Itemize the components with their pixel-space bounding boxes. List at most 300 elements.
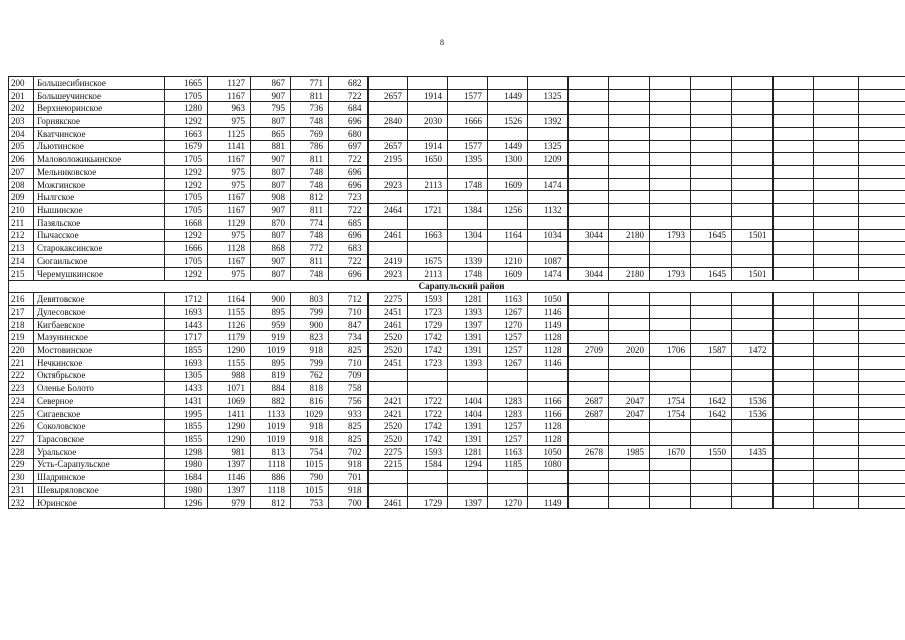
row-number: 215 <box>9 267 34 280</box>
row-number: 220 <box>9 344 34 357</box>
value-cell: 769 <box>291 127 329 140</box>
value-cell: 795 <box>251 102 291 115</box>
value-cell: 1080 <box>528 458 568 471</box>
empty-cell <box>773 115 814 128</box>
value-cell: 2451 <box>368 356 408 369</box>
value-cell: 981 <box>208 445 251 458</box>
value-cell: 3044 <box>568 267 609 280</box>
value-cell: 696 <box>329 178 368 191</box>
value-cell: 975 <box>208 267 251 280</box>
value-cell: 907 <box>251 89 291 102</box>
value-cell: 1980 <box>165 458 208 471</box>
value-cell <box>691 471 732 484</box>
empty-cell <box>814 267 859 280</box>
value-cell: 748 <box>291 166 329 179</box>
empty-cell <box>773 305 814 318</box>
value-cell: 1435 <box>732 445 773 458</box>
value-cell <box>408 382 448 395</box>
value-cell: 907 <box>251 153 291 166</box>
settlement-name: Сюгаильское <box>34 255 165 268</box>
table-row <box>9 204 905 217</box>
empty-cell <box>814 140 859 153</box>
value-cell: 762 <box>291 369 329 382</box>
empty-cell <box>859 318 905 331</box>
empty-cell <box>859 178 905 191</box>
value-cell <box>528 484 568 497</box>
value-cell: 1391 <box>448 420 488 433</box>
value-cell: 1742 <box>408 420 448 433</box>
value-cell <box>650 293 691 306</box>
settlement-name: Шадринское <box>34 471 165 484</box>
empty-cell <box>773 191 814 204</box>
value-cell <box>488 216 528 229</box>
value-cell: 2657 <box>368 89 408 102</box>
value-cell: 1721 <box>408 204 448 217</box>
value-cell: 807 <box>251 178 291 191</box>
value-cell: 1129 <box>208 216 251 229</box>
value-cell <box>408 77 448 90</box>
value-cell <box>691 305 732 318</box>
value-cell <box>408 102 448 115</box>
value-cell: 683 <box>329 242 368 255</box>
empty-cell <box>859 216 905 229</box>
settlement-name: Усть-Сарапульское <box>34 458 165 471</box>
value-cell: 1281 <box>448 445 488 458</box>
empty-cell <box>859 229 905 242</box>
value-cell: 988 <box>208 369 251 382</box>
value-cell: 1536 <box>732 407 773 420</box>
empty-cell <box>859 267 905 280</box>
empty-cell <box>773 102 814 115</box>
settlement-name: Большеучинское <box>34 89 165 102</box>
table-row <box>9 166 905 179</box>
value-cell <box>609 496 650 509</box>
empty-cell <box>859 331 905 344</box>
empty-cell <box>814 484 859 497</box>
settlement-name: Черемушкинское <box>34 267 165 280</box>
value-cell <box>408 166 448 179</box>
value-cell: 1666 <box>165 242 208 255</box>
value-cell <box>609 242 650 255</box>
empty-cell <box>859 458 905 471</box>
value-cell: 2020 <box>609 344 650 357</box>
settlement-name: Нылгское <box>34 191 165 204</box>
value-cell <box>650 356 691 369</box>
value-cell: 1015 <box>291 458 329 471</box>
value-cell: 818 <box>291 382 329 395</box>
value-cell: 2520 <box>368 420 408 433</box>
empty-cell <box>773 204 814 217</box>
empty-cell <box>859 356 905 369</box>
value-cell <box>448 242 488 255</box>
value-cell: 2923 <box>368 267 408 280</box>
value-cell: 1167 <box>208 89 251 102</box>
value-cell: 1666 <box>448 115 488 128</box>
empty-cell <box>859 305 905 318</box>
value-cell: 1717 <box>165 331 208 344</box>
value-cell: 1395 <box>448 153 488 166</box>
value-cell <box>568 458 609 471</box>
empty-cell <box>773 178 814 191</box>
value-cell: 1693 <box>165 356 208 369</box>
value-cell: 868 <box>251 242 291 255</box>
empty-cell <box>773 484 814 497</box>
value-cell: 1300 <box>488 153 528 166</box>
empty-cell <box>773 216 814 229</box>
value-cell <box>448 382 488 395</box>
value-cell: 1292 <box>165 166 208 179</box>
value-cell: 979 <box>208 496 251 509</box>
value-cell: 799 <box>291 305 329 318</box>
table-row <box>9 356 905 369</box>
value-cell <box>568 420 609 433</box>
value-cell: 1128 <box>528 433 568 446</box>
value-cell: 1675 <box>408 255 448 268</box>
value-cell <box>609 216 650 229</box>
value-cell: 1684 <box>165 471 208 484</box>
value-cell: 1267 <box>488 305 528 318</box>
value-cell: 807 <box>251 267 291 280</box>
value-cell <box>448 471 488 484</box>
table-row <box>9 191 905 204</box>
value-cell: 1256 <box>488 204 528 217</box>
value-cell: 2678 <box>568 445 609 458</box>
row-number: 223 <box>9 382 34 395</box>
value-cell: 1391 <box>448 331 488 344</box>
value-cell: 1584 <box>408 458 448 471</box>
empty-cell <box>773 356 814 369</box>
value-cell <box>732 216 773 229</box>
value-cell <box>650 153 691 166</box>
empty-cell <box>814 204 859 217</box>
empty-cell <box>773 420 814 433</box>
value-cell <box>691 318 732 331</box>
value-cell: 1283 <box>488 394 528 407</box>
settlement-name: Уральское <box>34 445 165 458</box>
value-cell <box>609 305 650 318</box>
value-cell: 1166 <box>528 407 568 420</box>
value-cell <box>650 140 691 153</box>
value-cell: 2419 <box>368 255 408 268</box>
value-cell <box>568 496 609 509</box>
settlement-name: Мельниковское <box>34 166 165 179</box>
value-cell: 825 <box>329 344 368 357</box>
value-cell: 702 <box>329 445 368 458</box>
value-cell: 1267 <box>488 356 528 369</box>
row-number: 206 <box>9 153 34 166</box>
value-cell: 1705 <box>165 89 208 102</box>
value-cell: 1128 <box>528 331 568 344</box>
settlement-name: Можгинское <box>34 178 165 191</box>
value-cell: 736 <box>291 102 329 115</box>
empty-cell <box>814 115 859 128</box>
value-cell: 1722 <box>408 407 448 420</box>
empty-cell <box>859 420 905 433</box>
value-cell: 1126 <box>208 318 251 331</box>
empty-cell <box>814 305 859 318</box>
row-number: 221 <box>9 356 34 369</box>
value-cell: 867 <box>251 77 291 90</box>
row-number: 201 <box>9 89 34 102</box>
empty-cell <box>859 166 905 179</box>
value-cell: 1128 <box>528 420 568 433</box>
value-cell <box>368 471 408 484</box>
value-cell <box>568 356 609 369</box>
value-cell: 1404 <box>448 407 488 420</box>
value-cell: 886 <box>251 471 291 484</box>
value-cell <box>650 382 691 395</box>
value-cell <box>609 471 650 484</box>
value-cell <box>609 102 650 115</box>
value-cell <box>732 140 773 153</box>
empty-cell <box>814 102 859 115</box>
value-cell: 1069 <box>208 394 251 407</box>
value-cell: 918 <box>291 344 329 357</box>
table-row <box>9 77 905 90</box>
table-body-top <box>9 77 905 281</box>
value-cell <box>368 242 408 255</box>
value-cell <box>732 369 773 382</box>
value-cell: 1472 <box>732 344 773 357</box>
value-cell: 1914 <box>408 140 448 153</box>
value-cell <box>650 458 691 471</box>
value-cell <box>691 369 732 382</box>
empty-cell <box>859 191 905 204</box>
table-row <box>9 102 905 115</box>
value-cell: 1474 <box>528 267 568 280</box>
row-number: 213 <box>9 242 34 255</box>
value-cell: 772 <box>291 242 329 255</box>
empty-cell <box>773 407 814 420</box>
value-cell: 811 <box>291 255 329 268</box>
empty-cell <box>814 394 859 407</box>
value-cell: 1128 <box>528 344 568 357</box>
value-cell: 1693 <box>165 305 208 318</box>
settlement-name: Соколовское <box>34 420 165 433</box>
row-number: 222 <box>9 369 34 382</box>
value-cell <box>732 433 773 446</box>
value-cell: 2180 <box>609 229 650 242</box>
empty-cell <box>859 127 905 140</box>
empty-cell <box>773 89 814 102</box>
settlement-name: Девятовское <box>34 293 165 306</box>
value-cell: 1149 <box>528 496 568 509</box>
row-number: 232 <box>9 496 34 509</box>
value-cell: 2687 <box>568 394 609 407</box>
value-cell: 2275 <box>368 293 408 306</box>
empty-cell <box>773 140 814 153</box>
value-cell <box>568 382 609 395</box>
value-cell <box>568 242 609 255</box>
empty-cell <box>859 445 905 458</box>
value-cell: 1754 <box>650 394 691 407</box>
value-cell: 813 <box>251 445 291 458</box>
value-cell: 1257 <box>488 344 528 357</box>
value-cell <box>568 204 609 217</box>
empty-cell <box>814 356 859 369</box>
value-cell: 1577 <box>448 89 488 102</box>
empty-cell <box>859 484 905 497</box>
value-cell: 1132 <box>528 204 568 217</box>
value-cell <box>368 369 408 382</box>
table-row <box>9 178 905 191</box>
value-cell <box>691 496 732 509</box>
empty-cell <box>773 331 814 344</box>
value-cell: 1431 <box>165 394 208 407</box>
value-cell: 882 <box>251 394 291 407</box>
value-cell <box>732 318 773 331</box>
value-cell: 1665 <box>165 77 208 90</box>
value-cell: 1257 <box>488 331 528 344</box>
row-number: 228 <box>9 445 34 458</box>
row-number: 209 <box>9 191 34 204</box>
value-cell <box>568 178 609 191</box>
value-cell: 1642 <box>691 394 732 407</box>
value-cell: 1392 <box>528 115 568 128</box>
value-cell <box>691 433 732 446</box>
value-cell <box>528 166 568 179</box>
settlement-name: Юринское <box>34 496 165 509</box>
table-row <box>9 127 905 140</box>
value-cell <box>650 305 691 318</box>
value-cell <box>609 255 650 268</box>
table-row <box>9 394 905 407</box>
value-cell: 933 <box>329 407 368 420</box>
empty-cell <box>814 255 859 268</box>
empty-cell <box>814 369 859 382</box>
table-row <box>9 458 905 471</box>
empty-cell <box>814 229 859 242</box>
value-cell: 881 <box>251 140 291 153</box>
value-cell: 697 <box>329 140 368 153</box>
row-number: 226 <box>9 420 34 433</box>
value-cell: 1593 <box>408 293 448 306</box>
value-cell: 1391 <box>448 344 488 357</box>
value-cell: 975 <box>208 178 251 191</box>
value-cell <box>609 89 650 102</box>
row-number: 229 <box>9 458 34 471</box>
value-cell <box>609 166 650 179</box>
value-cell: 884 <box>251 382 291 395</box>
row-number: 200 <box>9 77 34 90</box>
empty-cell <box>773 433 814 446</box>
value-cell: 1397 <box>208 484 251 497</box>
value-cell: 825 <box>329 433 368 446</box>
table-row <box>9 305 905 318</box>
value-cell <box>650 191 691 204</box>
district-heading-section <box>9 280 905 293</box>
value-cell: 1163 <box>488 293 528 306</box>
settlement-name: Шевыряловское <box>34 484 165 497</box>
settlement-name: Большесибинское <box>34 77 165 90</box>
value-cell: 918 <box>329 458 368 471</box>
value-cell <box>650 178 691 191</box>
empty-cell <box>859 394 905 407</box>
value-cell: 1210 <box>488 255 528 268</box>
value-cell: 1280 <box>165 102 208 115</box>
value-cell: 2709 <box>568 344 609 357</box>
value-cell: 753 <box>291 496 329 509</box>
value-cell <box>732 153 773 166</box>
value-cell: 701 <box>329 471 368 484</box>
value-cell <box>691 102 732 115</box>
row-number: 211 <box>9 216 34 229</box>
table-row <box>9 89 905 102</box>
value-cell <box>528 216 568 229</box>
settlement-name: Горнякское <box>34 115 165 128</box>
value-cell: 771 <box>291 77 329 90</box>
value-cell: 2030 <box>408 115 448 128</box>
value-cell <box>609 331 650 344</box>
value-cell: 918 <box>329 484 368 497</box>
settlement-name: Нечкинское <box>34 356 165 369</box>
value-cell: 696 <box>329 115 368 128</box>
value-cell: 1270 <box>488 496 528 509</box>
value-cell: 774 <box>291 216 329 229</box>
empty-cell <box>814 496 859 509</box>
value-cell: 811 <box>291 204 329 217</box>
value-cell: 1748 <box>448 267 488 280</box>
table-row <box>9 229 905 242</box>
value-cell: 2923 <box>368 178 408 191</box>
value-cell <box>732 305 773 318</box>
value-cell: 2520 <box>368 433 408 446</box>
value-cell: 2113 <box>408 178 448 191</box>
value-cell: 1292 <box>165 115 208 128</box>
value-cell: 696 <box>329 267 368 280</box>
value-cell: 865 <box>251 127 291 140</box>
value-cell: 1127 <box>208 77 251 90</box>
row-number: 224 <box>9 394 34 407</box>
value-cell: 963 <box>208 102 251 115</box>
value-cell: 2461 <box>368 318 408 331</box>
empty-cell <box>814 433 859 446</box>
value-cell <box>448 484 488 497</box>
value-cell: 1304 <box>448 229 488 242</box>
empty-cell <box>773 166 814 179</box>
value-cell: 1339 <box>448 255 488 268</box>
value-cell: 1325 <box>528 89 568 102</box>
value-cell: 1742 <box>408 433 448 446</box>
value-cell: 1668 <box>165 216 208 229</box>
value-cell: 1270 <box>488 318 528 331</box>
value-cell: 1167 <box>208 191 251 204</box>
table-row <box>9 331 905 344</box>
value-cell: 1705 <box>165 204 208 217</box>
value-cell <box>568 166 609 179</box>
value-cell: 975 <box>208 229 251 242</box>
value-cell <box>488 191 528 204</box>
value-cell <box>691 216 732 229</box>
value-cell <box>691 153 732 166</box>
value-cell <box>732 471 773 484</box>
value-cell <box>408 216 448 229</box>
value-cell <box>650 77 691 90</box>
empty-cell <box>859 369 905 382</box>
empty-cell <box>814 127 859 140</box>
value-cell: 1449 <box>488 140 528 153</box>
value-cell: 907 <box>251 204 291 217</box>
empty-cell <box>773 382 814 395</box>
value-cell: 1179 <box>208 331 251 344</box>
value-cell: 807 <box>251 229 291 242</box>
value-cell: 1292 <box>165 229 208 242</box>
value-cell <box>368 216 408 229</box>
empty-cell <box>859 496 905 509</box>
table-row <box>9 293 905 306</box>
empty-cell <box>814 216 859 229</box>
value-cell: 1029 <box>291 407 329 420</box>
